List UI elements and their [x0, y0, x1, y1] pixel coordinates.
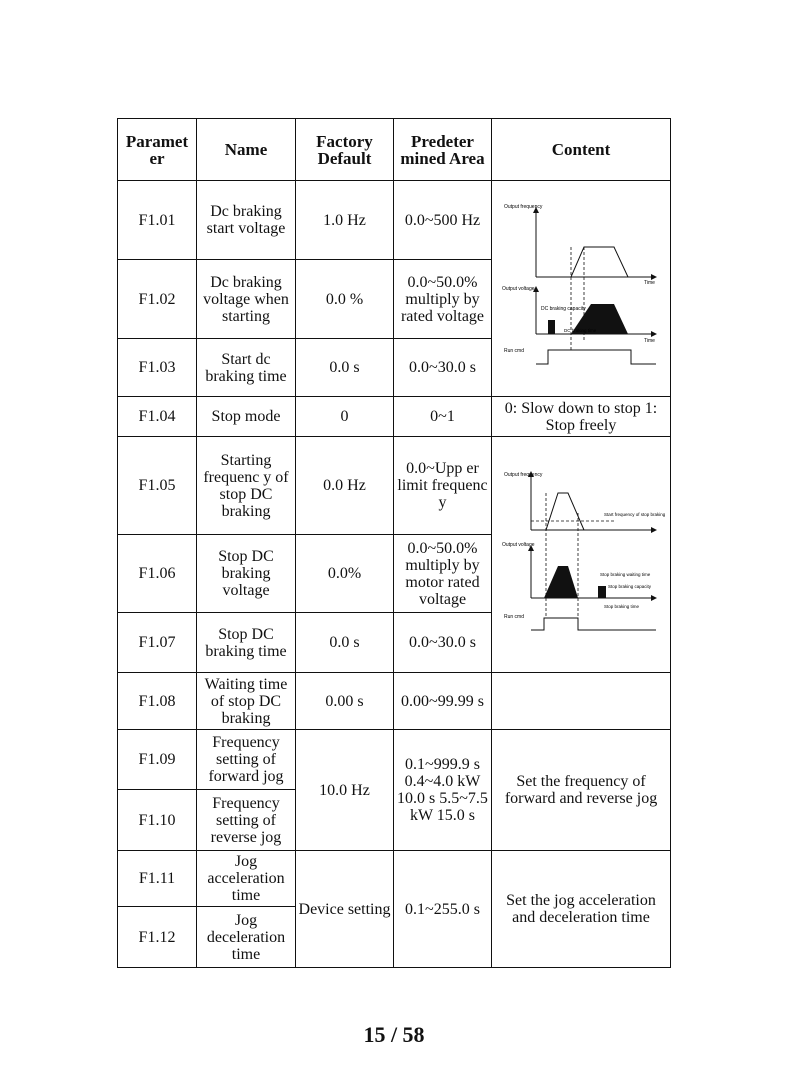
header-content: Content — [492, 119, 671, 181]
param-area: 0.1~255.0 s — [394, 851, 492, 968]
param-area: 0.0~50.0% multiply by motor rated voltage — [394, 535, 492, 613]
param-name: Frequency setting of reverse jog — [197, 790, 296, 851]
param-code: F1.11 — [118, 851, 197, 907]
header-parameter: Paramet er — [118, 119, 197, 181]
param-name: Jog acceleration time — [197, 851, 296, 907]
label-run-cmd: Run cmd — [504, 347, 525, 354]
start-braking-diagram — [496, 192, 666, 382]
page-number: 15 / 58 — [363, 1022, 425, 1047]
param-content-empty — [492, 673, 671, 730]
param-code: F1.02 — [118, 260, 197, 339]
param-default: Device setting — [296, 851, 394, 968]
parameter-table — [117, 118, 671, 968]
param-code: F1.01 — [118, 181, 197, 260]
label-dc-braking: DC braking capacity — [541, 305, 586, 312]
param-area: 0.00~99.99 s — [394, 673, 492, 730]
param-default: 0.0 s — [296, 339, 394, 397]
table-row — [118, 730, 671, 790]
param-code: F1.09 — [118, 730, 197, 790]
param-name: Starting frequenc y of stop DC braking — [197, 437, 296, 535]
param-name: Start dc braking time — [197, 339, 296, 397]
param-code: F1.04 — [118, 397, 197, 437]
param-code: F1.07 — [118, 613, 197, 673]
param-default: 10.0 Hz — [296, 730, 394, 851]
param-area: 0.0~Upp er limit frequenc y — [394, 437, 492, 535]
run-command-signal — [531, 618, 656, 630]
param-content: Set the jog acceleration and deceleration time — [492, 851, 671, 968]
label-start-frequency: Start frequency of stop braking — [604, 511, 666, 517]
param-area: 0.1~999.9 s 0.4~4.0 kW 10.0 s 5.5~7.5 kW 15.0 s — [394, 730, 492, 851]
table-row — [118, 851, 671, 907]
param-name: Dc braking voltage when starting — [197, 260, 296, 339]
frequency-curve — [536, 247, 628, 277]
header-factory-default: Factory Default — [296, 119, 394, 181]
param-name: Dc braking start voltage — [197, 181, 296, 260]
table-row — [118, 181, 671, 260]
param-default: 0.0 s — [296, 613, 394, 673]
header-row — [118, 119, 671, 181]
run-command-signal — [536, 350, 656, 364]
param-default: 0.0 Hz — [296, 437, 394, 535]
label-braking-time: Stop braking time — [604, 603, 640, 609]
dc-braking-block — [548, 320, 555, 334]
table-row — [118, 397, 671, 437]
label-output-frequency: Output frequency — [504, 203, 543, 210]
voltage-shape — [544, 566, 578, 598]
frequency-curve — [531, 493, 584, 530]
param-default: 0.0 % — [296, 260, 394, 339]
stop-braking-diagram — [496, 458, 666, 648]
param-name: Stop DC braking voltage — [197, 535, 296, 613]
param-name: Stop mode — [197, 397, 296, 437]
label-dc-braking-time: DC braking time — [564, 327, 597, 333]
label-time-2: Time — [644, 337, 655, 344]
param-code: F1.12 — [118, 907, 197, 968]
param-code: F1.03 — [118, 339, 197, 397]
param-area: 0.0~30.0 s — [394, 613, 492, 673]
param-code: F1.06 — [118, 535, 197, 613]
param-content: Set the frequency of forward and reverse jog — [492, 730, 671, 851]
start-braking-diagram-cell — [492, 181, 671, 397]
param-content: 0: Slow down to stop 1: Stop freely — [492, 397, 671, 437]
label-output-frequency: Output frequency — [504, 471, 543, 478]
header-predetermined-area: Predeter mined Area — [394, 119, 492, 181]
param-name: Jog deceleration time — [197, 907, 296, 968]
param-code: F1.08 — [118, 673, 197, 730]
param-name: Waiting time of stop DC braking — [197, 673, 296, 730]
table-row — [118, 437, 671, 535]
label-waiting-time: Stop braking waiting time — [600, 571, 651, 577]
param-default: 0 — [296, 397, 394, 437]
param-code: F1.05 — [118, 437, 197, 535]
param-name: Frequency setting of forward jog — [197, 730, 296, 790]
label-output-voltage: Output voltage — [502, 285, 535, 292]
param-default: 1.0 Hz — [296, 181, 394, 260]
param-area: 0.0~50.0% multiply by rated voltage — [394, 260, 492, 339]
label-run-cmd: Run cmd — [504, 613, 525, 620]
header-name: Name — [197, 119, 296, 181]
label-time-1: Time — [644, 279, 655, 286]
param-area: 0~1 — [394, 397, 492, 437]
table-row — [118, 673, 671, 730]
stop-braking-block — [598, 586, 606, 598]
label-braking-capacity: Stop braking capacity — [608, 583, 652, 589]
label-output-voltage: Output voltage — [502, 541, 535, 548]
param-code: F1.10 — [118, 790, 197, 851]
param-area: 0.0~500 Hz — [394, 181, 492, 260]
param-default: 0.00 s — [296, 673, 394, 730]
param-default: 0.0% — [296, 535, 394, 613]
param-area: 0.0~30.0 s — [394, 339, 492, 397]
param-name: Stop DC braking time — [197, 613, 296, 673]
stop-braking-diagram-cell — [492, 437, 671, 673]
